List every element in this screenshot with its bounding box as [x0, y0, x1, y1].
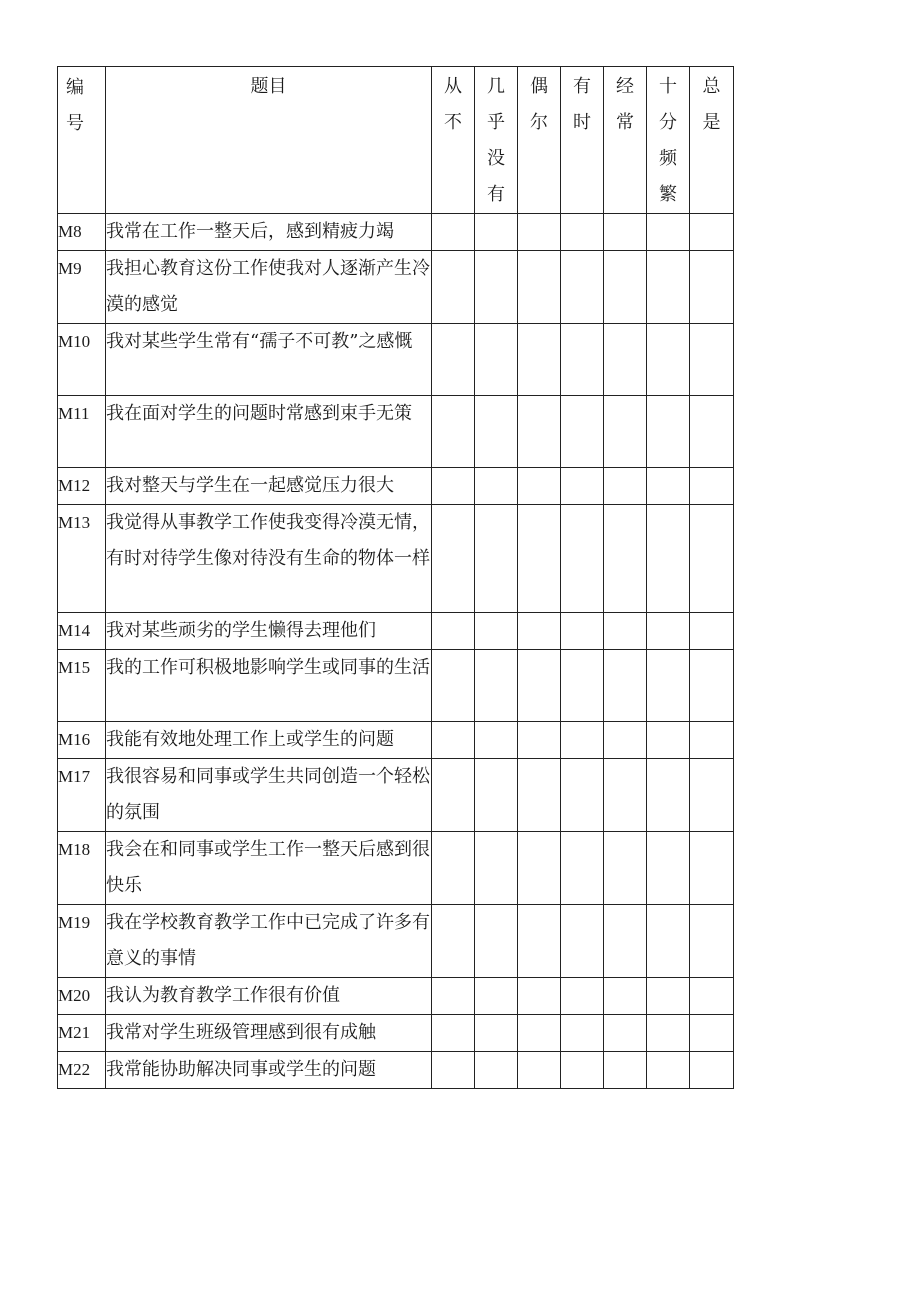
survey-table	[57, 66, 734, 1089]
answer-cell[interactable]	[647, 396, 690, 468]
answer-cell[interactable]	[604, 468, 647, 505]
answer-cell[interactable]	[518, 1015, 561, 1052]
answer-cell[interactable]	[518, 722, 561, 759]
answer-cell[interactable]	[432, 650, 475, 722]
answer-cell[interactable]	[432, 759, 475, 832]
table-row	[58, 613, 734, 650]
answer-cell[interactable]	[518, 396, 561, 468]
item-id: M19	[58, 905, 106, 978]
table-row	[58, 214, 734, 251]
answer-cell[interactable]	[561, 505, 604, 613]
answer-cell[interactable]	[690, 650, 734, 722]
item-id: M20	[58, 978, 106, 1015]
answer-cell[interactable]	[432, 251, 475, 324]
header-number: 编号	[66, 77, 84, 133]
answer-cell[interactable]	[561, 905, 604, 978]
answer-cell[interactable]	[604, 759, 647, 832]
answer-cell[interactable]	[647, 1015, 690, 1052]
answer-cell[interactable]	[647, 505, 690, 613]
table-row	[58, 1015, 734, 1052]
answer-cell[interactable]	[475, 324, 518, 396]
header-option-sometimes: 有时	[573, 76, 591, 133]
answer-cell[interactable]	[647, 905, 690, 978]
answer-cell[interactable]	[561, 1052, 604, 1089]
table-row	[58, 650, 734, 722]
answer-cell[interactable]	[475, 613, 518, 650]
item-id: M21	[58, 1015, 106, 1052]
answer-cell[interactable]	[475, 396, 518, 468]
item-text: 我很容易和同事或学生共同创造一个轻松的氛围	[106, 759, 432, 832]
item-id: M9	[58, 251, 106, 324]
answer-cell[interactable]	[604, 978, 647, 1015]
answer-cell[interactable]	[518, 650, 561, 722]
answer-cell[interactable]	[647, 1052, 690, 1089]
answer-cell[interactable]	[432, 214, 475, 251]
answer-cell[interactable]	[647, 613, 690, 650]
answer-cell[interactable]	[690, 832, 734, 905]
item-text: 我能有效地处理工作上或学生的问题	[106, 722, 432, 759]
answer-cell[interactable]	[518, 613, 561, 650]
answer-cell[interactable]	[432, 722, 475, 759]
answer-cell[interactable]	[561, 251, 604, 324]
answer-cell[interactable]	[690, 722, 734, 759]
answer-cell[interactable]	[647, 468, 690, 505]
item-id: M14	[58, 613, 106, 650]
answer-cell[interactable]	[604, 214, 647, 251]
answer-cell[interactable]	[561, 978, 604, 1015]
answer-cell[interactable]	[604, 396, 647, 468]
answer-cell[interactable]	[475, 251, 518, 324]
header-option-cell	[518, 67, 561, 214]
answer-cell[interactable]	[432, 905, 475, 978]
item-id: M17	[58, 759, 106, 832]
answer-cell[interactable]	[690, 396, 734, 468]
item-id: M13	[58, 505, 106, 613]
answer-cell[interactable]	[647, 251, 690, 324]
answer-cell[interactable]	[647, 214, 690, 251]
answer-cell[interactable]	[647, 324, 690, 396]
header-option-occasionally: 偶尔	[530, 76, 548, 133]
answer-cell[interactable]	[475, 214, 518, 251]
item-text: 我觉得从事教学工作使我变得冷漠无情，有时对待学生像对待没有生命的物体一样	[106, 505, 432, 613]
table-row	[58, 978, 734, 1015]
table-row	[58, 1052, 734, 1089]
answer-cell[interactable]	[518, 759, 561, 832]
header-option-very-often: 十分频繁	[659, 76, 677, 205]
table-row	[58, 396, 734, 468]
answer-cell[interactable]	[561, 832, 604, 905]
header-option-always: 总是	[702, 76, 721, 133]
answer-cell[interactable]	[432, 613, 475, 650]
answer-cell[interactable]	[690, 324, 734, 396]
answer-cell[interactable]	[432, 978, 475, 1015]
header-option-never: 从不	[444, 76, 462, 133]
answer-cell[interactable]	[518, 978, 561, 1015]
answer-cell[interactable]	[604, 505, 647, 613]
answer-cell[interactable]	[432, 396, 475, 468]
item-text: 我常对学生班级管理感到很有成触	[106, 1015, 432, 1052]
table-row	[58, 759, 734, 832]
answer-cell[interactable]	[647, 650, 690, 722]
answer-cell[interactable]	[432, 324, 475, 396]
header-question: 题目	[250, 76, 287, 97]
item-text: 我在学校教育教学工作中已完成了许多有意义的事情	[106, 905, 432, 978]
item-text: 我的工作可积极地影响学生或同事的生活	[106, 650, 432, 722]
answer-cell[interactable]	[604, 1015, 647, 1052]
answer-cell[interactable]	[561, 650, 604, 722]
header-option-cell	[647, 67, 690, 214]
answer-cell[interactable]	[518, 468, 561, 505]
answer-cell[interactable]	[690, 468, 734, 505]
answer-cell[interactable]	[561, 613, 604, 650]
table-row	[58, 722, 734, 759]
answer-cell[interactable]	[690, 505, 734, 613]
answer-cell[interactable]	[690, 759, 734, 832]
table-row	[58, 505, 734, 613]
item-text: 我常在工作一整天后，感到精疲力竭	[106, 214, 432, 251]
answer-cell[interactable]	[647, 978, 690, 1015]
answer-cell[interactable]	[604, 1052, 647, 1089]
table-row	[58, 905, 734, 978]
answer-cell[interactable]	[690, 251, 734, 324]
answer-cell[interactable]	[604, 613, 647, 650]
answer-cell[interactable]	[647, 759, 690, 832]
header-row	[58, 67, 734, 214]
answer-cell[interactable]	[518, 251, 561, 324]
answer-cell[interactable]	[604, 251, 647, 324]
answer-cell[interactable]	[561, 1015, 604, 1052]
answer-cell[interactable]	[561, 214, 604, 251]
answer-cell[interactable]	[432, 1015, 475, 1052]
answer-cell[interactable]	[561, 468, 604, 505]
answer-cell[interactable]	[518, 214, 561, 251]
answer-cell[interactable]	[690, 1015, 734, 1052]
answer-cell[interactable]	[432, 1052, 475, 1089]
table-row	[58, 251, 734, 324]
answer-cell[interactable]	[604, 324, 647, 396]
answer-cell[interactable]	[432, 832, 475, 905]
answer-cell[interactable]	[604, 722, 647, 759]
table-row	[58, 468, 734, 505]
item-id: M18	[58, 832, 106, 905]
item-text: 我对某些顽劣的学生懒得去理他们	[106, 613, 432, 650]
table-row	[58, 832, 734, 905]
answer-cell[interactable]	[475, 468, 518, 505]
item-text: 我对整天与学生在一起感觉压力很大	[106, 468, 432, 505]
answer-cell[interactable]	[475, 1015, 518, 1052]
answer-cell[interactable]	[475, 978, 518, 1015]
answer-cell[interactable]	[561, 722, 604, 759]
item-id: M22	[58, 1052, 106, 1089]
answer-cell[interactable]	[432, 468, 475, 505]
item-id: M15	[58, 650, 106, 722]
item-text: 我对某些学生常有“孺子不可教”之感慨	[106, 324, 432, 396]
table-row	[58, 324, 734, 396]
item-id: M8	[58, 214, 106, 251]
header-option-cell	[432, 67, 475, 214]
header-question-cell	[106, 67, 432, 214]
answer-cell[interactable]	[518, 505, 561, 613]
header-option-often: 经常	[616, 76, 634, 133]
answer-cell[interactable]	[475, 905, 518, 978]
item-id: M12	[58, 468, 106, 505]
item-text: 我在面对学生的问题时常感到束手无策	[106, 396, 432, 468]
answer-cell[interactable]	[475, 1052, 518, 1089]
answer-cell[interactable]	[604, 905, 647, 978]
answer-cell[interactable]	[518, 324, 561, 396]
answer-cell[interactable]	[561, 324, 604, 396]
answer-cell[interactable]	[475, 722, 518, 759]
header-option-cell	[475, 67, 518, 214]
item-text: 我担心教育这份工作使我对人逐渐产生冷漠的感觉	[106, 251, 432, 324]
answer-cell[interactable]	[475, 832, 518, 905]
item-id: M10	[58, 324, 106, 396]
answer-cell[interactable]	[518, 905, 561, 978]
answer-cell[interactable]	[518, 832, 561, 905]
answer-cell[interactable]	[561, 759, 604, 832]
header-option-almost-never: 几乎没有	[487, 76, 505, 205]
answer-cell[interactable]	[475, 505, 518, 613]
answer-cell[interactable]	[690, 905, 734, 978]
answer-cell[interactable]	[690, 978, 734, 1015]
answer-cell[interactable]	[475, 650, 518, 722]
header-option-cell	[604, 67, 647, 214]
item-text: 我会在和同事或学生工作一整天后感到很快乐	[106, 832, 432, 905]
item-id: M16	[58, 722, 106, 759]
item-text: 我认为教育教学工作很有价值	[106, 978, 432, 1015]
answer-cell[interactable]	[561, 396, 604, 468]
answer-cell[interactable]	[690, 613, 734, 650]
item-text: 我常能协助解决同事或学生的问题	[106, 1052, 432, 1089]
answer-cell[interactable]	[690, 1052, 734, 1089]
answer-cell[interactable]	[432, 505, 475, 613]
answer-cell[interactable]	[604, 832, 647, 905]
answer-cell[interactable]	[690, 214, 734, 251]
answer-cell[interactable]	[518, 1052, 561, 1089]
answer-cell[interactable]	[475, 759, 518, 832]
answer-cell[interactable]	[647, 832, 690, 905]
header-number-cell	[58, 67, 106, 214]
answer-cell[interactable]	[604, 650, 647, 722]
header-option-cell	[561, 67, 604, 214]
item-id: M11	[58, 396, 106, 468]
header-option-cell	[690, 67, 734, 214]
answer-cell[interactable]	[647, 722, 690, 759]
